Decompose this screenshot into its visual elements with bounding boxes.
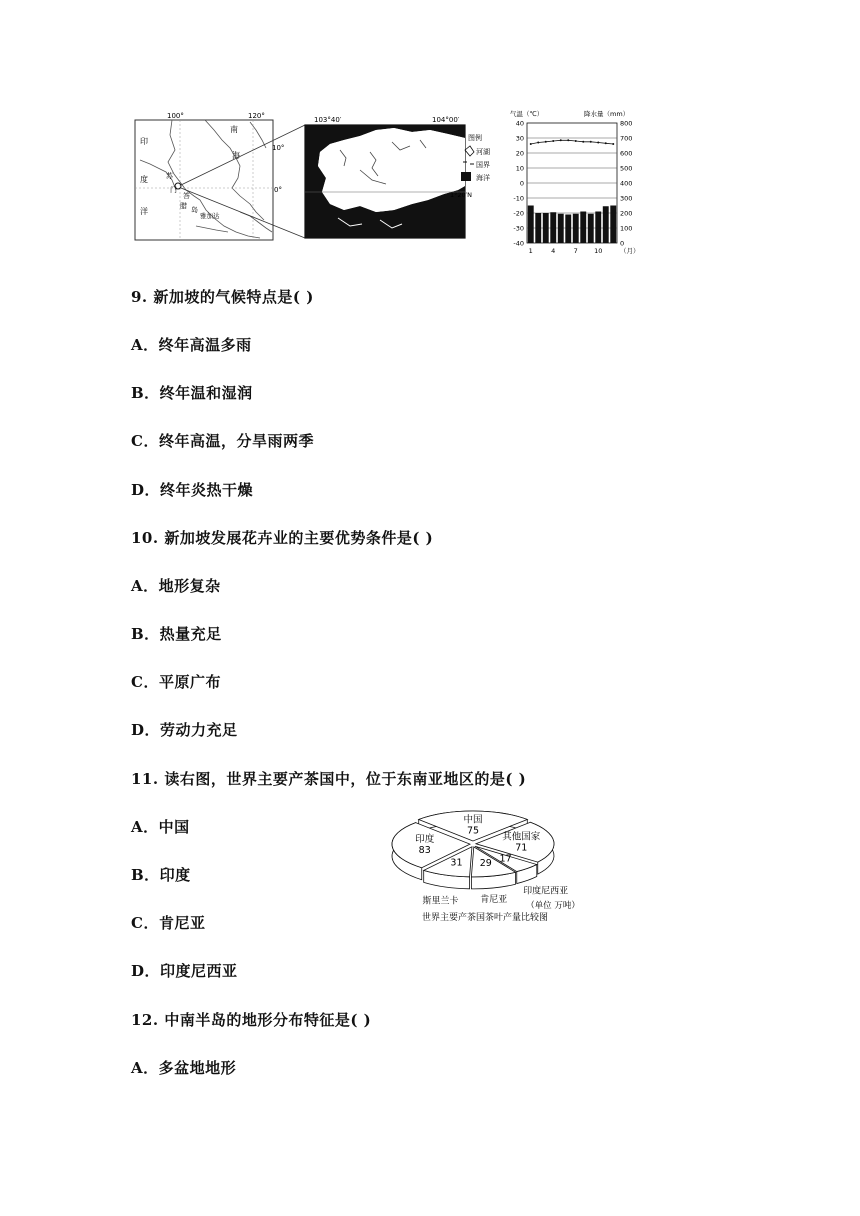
pie-value-label: 29 xyxy=(479,857,492,869)
city-label-jakarta: 雅加达 xyxy=(200,212,220,220)
q11-option-b[interactable]: B．印度 xyxy=(131,866,191,884)
climate-temp-label: 气温（℃） xyxy=(510,110,544,118)
temp-point xyxy=(560,139,562,141)
q9-option-b[interactable]: B．终年温和湿润 xyxy=(131,384,253,402)
precip-tick-label: 200 xyxy=(620,209,633,218)
pie-category-label: 中国 xyxy=(463,814,483,826)
legend-sea: 海洋 xyxy=(476,174,490,182)
legend-border: 国界 xyxy=(476,161,490,169)
sg-lon-right: 104°00′ xyxy=(432,116,460,124)
lat-0-label: 0° xyxy=(274,186,282,194)
precip-bar xyxy=(573,214,579,243)
sg-lon-left: 103°40′ xyxy=(314,116,342,124)
question-12-stem: 12. 中南半岛的地形分布特征是( ) xyxy=(131,1011,372,1029)
island-label-da: 答 xyxy=(183,192,190,200)
q10-option-c[interactable]: C．平原广布 xyxy=(131,673,221,691)
precip-bar xyxy=(543,213,549,243)
precip-bar xyxy=(610,206,616,244)
temp-point xyxy=(612,143,614,145)
pie-value-label: 17 xyxy=(499,853,512,865)
pie-value-label: 71 xyxy=(515,842,528,854)
temp-tick-label: -30 xyxy=(513,224,524,233)
q12-option-a[interactable]: A．多盆地地形 xyxy=(131,1059,237,1077)
precip-bar xyxy=(580,212,586,244)
q10-option-b[interactable]: B．热量充足 xyxy=(131,625,222,643)
pie-category-label: 印度尼西亚 xyxy=(523,886,569,897)
sg-lat-label: 1°20′N xyxy=(450,191,472,199)
question-9-stem: 9. 新加坡的气候特点是( ) xyxy=(131,288,314,306)
q9-option-d[interactable]: D．终年炎热干燥 xyxy=(131,481,254,499)
precip-tick-label: 300 xyxy=(620,194,633,203)
precip-bar xyxy=(603,206,609,243)
temp-tick-label: 40 xyxy=(515,119,524,128)
pie-chart-title: 世界主要产茶国茶叶产量比较图 xyxy=(421,913,549,923)
month-tick-label: 7 xyxy=(573,247,578,255)
legend-sea-icon xyxy=(461,172,471,181)
lat-10-label: 10° xyxy=(272,144,285,152)
temp-point xyxy=(545,141,547,143)
precip-tick-label: 0 xyxy=(620,239,625,248)
precip-bar xyxy=(550,212,556,243)
month-tick-label: 1 xyxy=(528,247,533,255)
pie-category-label: 斯里兰卡 xyxy=(422,896,459,907)
island-label-la: 腊 xyxy=(180,202,187,210)
sea-label-nan: 南 xyxy=(230,125,238,134)
ocean-label-yin: 印 xyxy=(140,137,148,146)
figure-strip xyxy=(0,100,860,265)
climate-precip-label: 降水量（mm） xyxy=(584,110,630,118)
pie-value-label: 83 xyxy=(418,844,431,856)
precip-bar xyxy=(558,214,564,243)
ocean-label-du: 度 xyxy=(140,175,148,184)
pie-value-label: 31 xyxy=(450,857,463,869)
temp-point xyxy=(575,140,577,142)
precip-bar xyxy=(588,214,594,243)
q11-option-d[interactable]: D．印度尼西亚 xyxy=(131,962,238,980)
island-label-dao: 岛 xyxy=(191,206,198,214)
q11-option-a[interactable]: A．中国 xyxy=(131,818,190,836)
precip-tick-label: 400 xyxy=(620,179,633,188)
question-11-stem: 11. 读右图，世界主要产茶国中，位于东南亚地区的是( ) xyxy=(131,770,527,788)
temp-tick-label: 10 xyxy=(515,164,524,173)
month-unit-label: （月） xyxy=(620,247,640,255)
lon-100-label: 100° xyxy=(167,112,184,120)
tea-pie-chart xyxy=(385,806,585,931)
temp-tick-label: 30 xyxy=(515,134,524,143)
pie-category-label: 肯尼亚 xyxy=(480,894,508,905)
precip-tick-label: 700 xyxy=(620,134,633,143)
sea-map xyxy=(135,112,305,240)
precip-bar xyxy=(565,215,571,244)
precip-bar xyxy=(595,212,601,244)
precip-tick-label: 600 xyxy=(620,149,633,158)
ocean-label-yang: 洋 xyxy=(140,207,148,216)
legend-river: 河湖 xyxy=(476,148,490,156)
precip-tick-label: 100 xyxy=(620,224,633,233)
temp-tick-label: 0 xyxy=(519,179,524,188)
q9-option-a[interactable]: A．终年高温多雨 xyxy=(131,336,252,354)
q10-option-d[interactable]: D．劳动力充足 xyxy=(131,721,238,739)
question-10-stem: 10. 新加坡发展花卉业的主要优势条件是( ) xyxy=(131,529,434,547)
figure-svg xyxy=(0,100,860,265)
precip-bar xyxy=(528,206,534,244)
month-tick-label: 10 xyxy=(594,247,603,255)
legend-title: 图例 xyxy=(468,134,482,142)
temp-point xyxy=(552,140,554,142)
month-tick-label: 4 xyxy=(551,247,556,255)
precip-bar xyxy=(535,213,541,243)
temp-point xyxy=(537,142,539,144)
q11-option-c[interactable]: C．肯尼亚 xyxy=(131,914,206,932)
island-label-su: 苏 xyxy=(166,172,173,180)
precip-tick-label: 800 xyxy=(620,119,633,128)
lon-120-label: 120° xyxy=(248,112,265,120)
singapore-map xyxy=(305,116,490,238)
temp-tick-label: 20 xyxy=(515,149,524,158)
pie-category-label: 其他国家 xyxy=(502,831,541,843)
temp-point xyxy=(597,142,599,144)
temp-point xyxy=(582,141,584,143)
temp-tick-label: -10 xyxy=(513,194,524,203)
pie-chart-unit: （单位 万吨） xyxy=(526,901,580,911)
temp-point xyxy=(605,142,607,144)
precip-tick-label: 500 xyxy=(620,164,633,173)
temp-point xyxy=(590,141,592,143)
temp-tick-label: -40 xyxy=(513,239,524,248)
q9-option-c[interactable]: C．终年高温，分旱雨两季 xyxy=(131,432,314,450)
legend-river-icon xyxy=(465,146,474,156)
q10-option-a[interactable]: A．地形复杂 xyxy=(131,577,221,595)
sea-label-hai: 海 xyxy=(232,151,240,160)
temp-point xyxy=(567,139,569,141)
temp-point xyxy=(530,143,532,145)
island-label-men: 门 xyxy=(170,186,177,194)
pie-category-label: 印度 xyxy=(415,833,435,845)
climate-chart xyxy=(510,109,640,255)
pie-value-label: 75 xyxy=(466,825,480,837)
temp-tick-label: -20 xyxy=(513,209,524,218)
